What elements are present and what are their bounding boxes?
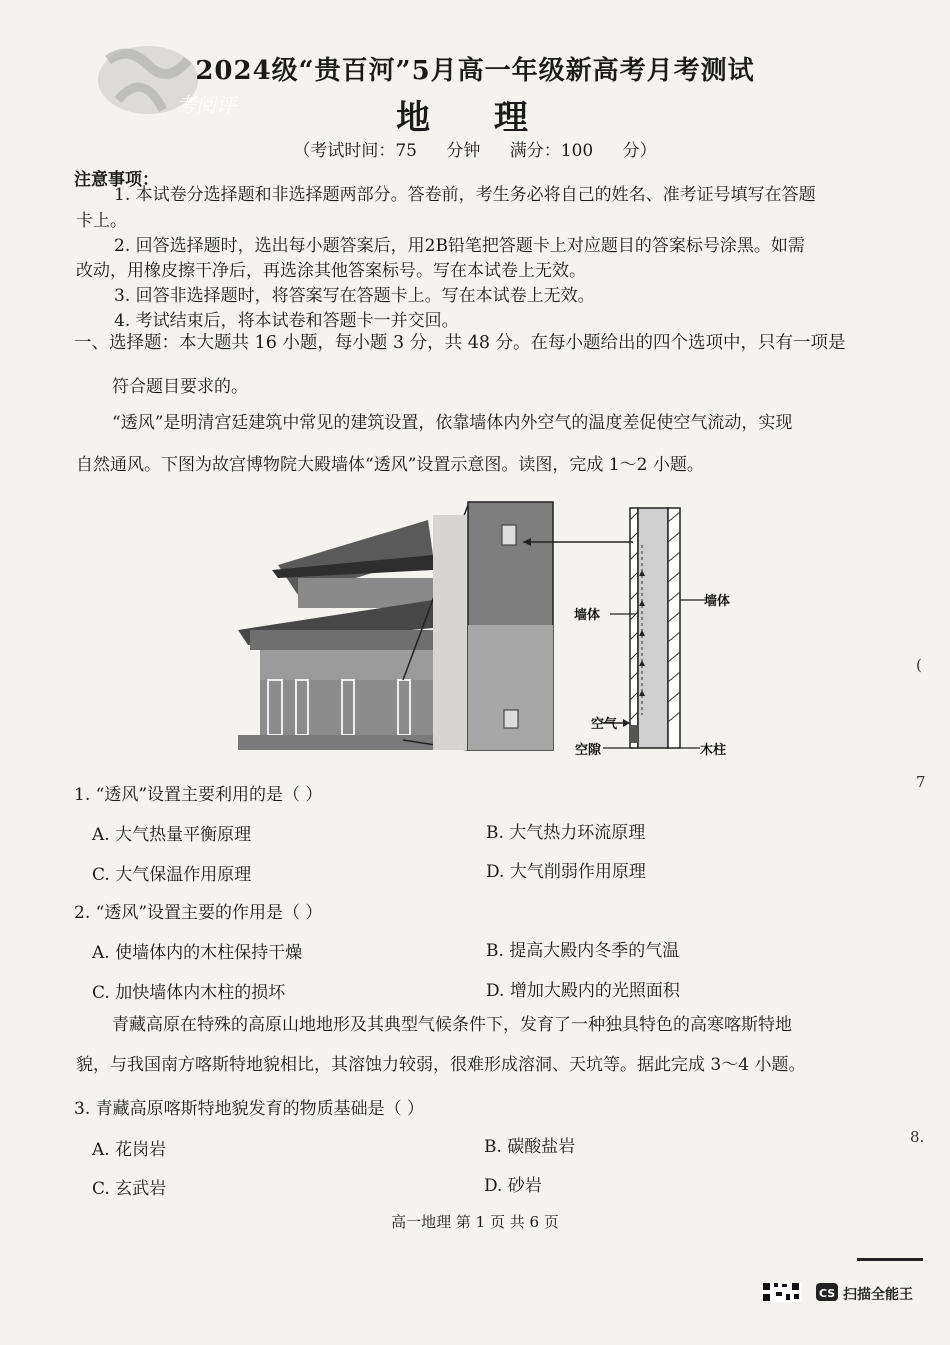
edge-line: [857, 1258, 923, 1261]
passage-2-line-1: 青藏高原在特殊的高原山地地形及其典型气候条件下，发育了一种独具特色的高寒喀斯特地: [112, 1015, 792, 1035]
wall-closeup-photo: [468, 502, 553, 750]
label-wall-right: 墙体: [704, 594, 731, 609]
question-2-option-a: A. 使墙体内的木柱保持干燥: [92, 943, 303, 963]
label-column: 木柱: [700, 743, 727, 758]
question-1-option-d: D. 大气削弱作用原理: [486, 862, 646, 882]
edge-mark-a: (: [916, 656, 922, 674]
page-footer: 高一地理 第 1 页 共 6 页: [391, 1213, 559, 1231]
scanner-label: 扫描全能王: [843, 1287, 913, 1303]
question-3-option-c: C. 玄武岩: [92, 1179, 167, 1199]
svg-text:CS: CS: [819, 1287, 836, 1300]
label-air: 空气: [591, 717, 618, 732]
notice-item-1-line-1: 1. 本试卷分选择题和非选择题两部分。答卷前，考生务必将自己的姓名、准考证号填写在答题: [114, 185, 816, 205]
notice-item-3: 3. 回答非选择题时，将答案写在答题卡上。写在本试卷上无效。: [114, 286, 595, 306]
edge-mark-c: 8.: [910, 1128, 925, 1146]
notice-item-1-line-2: 卡上。: [76, 211, 127, 231]
notice-item-4: 4. 考试结束后，将本试卷和答题卡一并交回。: [114, 311, 459, 331]
watermark-text: 考阅评: [176, 93, 236, 117]
notice-item-2-line-2: 改动，用橡皮擦干净后，再选涂其他答案标号。写在本试卷上无效。: [76, 261, 586, 281]
label-wall-left: 墙体: [574, 608, 601, 623]
question-3-option-a: A. 花岗岩: [92, 1140, 167, 1160]
exam-title: 2024级“贵百河”5月高一年级新高考月考测试: [195, 56, 755, 86]
camscanner-icon: [816, 1283, 838, 1301]
passage-1-line-1: “透风”是明清宫廷建筑中常见的建筑设置，依靠墙体内外空气的温度差促使空气流动，实现: [112, 413, 793, 433]
question-1-option-c: C. 大气保温作用原理: [92, 865, 252, 885]
edge-mark-b: 7: [916, 773, 926, 791]
question-3-option-b: B. 碳酸盐岩: [484, 1137, 576, 1157]
question-3-stem: 3. 青藏高原喀斯特地貌发育的物质基础是（ ）: [74, 1099, 425, 1119]
passage-1-line-2: 自然通风。下图为故宫博物院大殿墙体“透风”设置示意图。读图，完成 1～2 小题。: [76, 455, 704, 475]
question-2-stem: 2. “透风”设置主要的作用是（ ）: [74, 903, 323, 923]
qr-code-icon: [762, 1282, 802, 1302]
section-1-line-2: 符合题目要求的。: [112, 377, 248, 397]
section-1-line-1: 一、选择题：本大题共 16 小题，每小题 3 分，共 48 分。在每小题给出的四个选项中，只有一项是: [74, 333, 846, 353]
label-gap: 空隙: [575, 743, 602, 758]
passage-2-line-2: 貌，与我国南方喀斯特地貌相比，其溶蚀力较弱，很难形成溶洞、天坑等。据此完成 3～4 小题。: [76, 1055, 806, 1075]
notice-item-2-line-1: 2. 回答选择题时，选出每小题答案后，用2B铅笔把答题卡上对应题目的答案标号涂黑。如需: [114, 236, 805, 256]
question-1-stem: 1. “透风”设置主要利用的是（ ）: [74, 785, 323, 805]
wall-diagram: [523, 508, 730, 758]
exam-info: （考试时间：75 分钟 满分：100 分）: [293, 141, 657, 161]
question-2-option-b: B. 提高大殿内冬季的气温: [486, 941, 680, 961]
ventilation-figure: [238, 500, 738, 765]
question-2-option-c: C. 加快墙体内木柱的损坏: [92, 983, 286, 1003]
question-3-option-d: D. 砂岩: [484, 1176, 542, 1196]
palace-photo: [238, 500, 473, 750]
question-1-option-a: A. 大气热量平衡原理: [92, 825, 252, 845]
question-1-option-b: B. 大气热力环流原理: [486, 823, 646, 843]
notice-heading: 注意事项：: [74, 170, 159, 190]
question-2-option-d: D. 增加大殿内的光照面积: [486, 981, 680, 1001]
subject-title: 地 理: [396, 98, 554, 138]
